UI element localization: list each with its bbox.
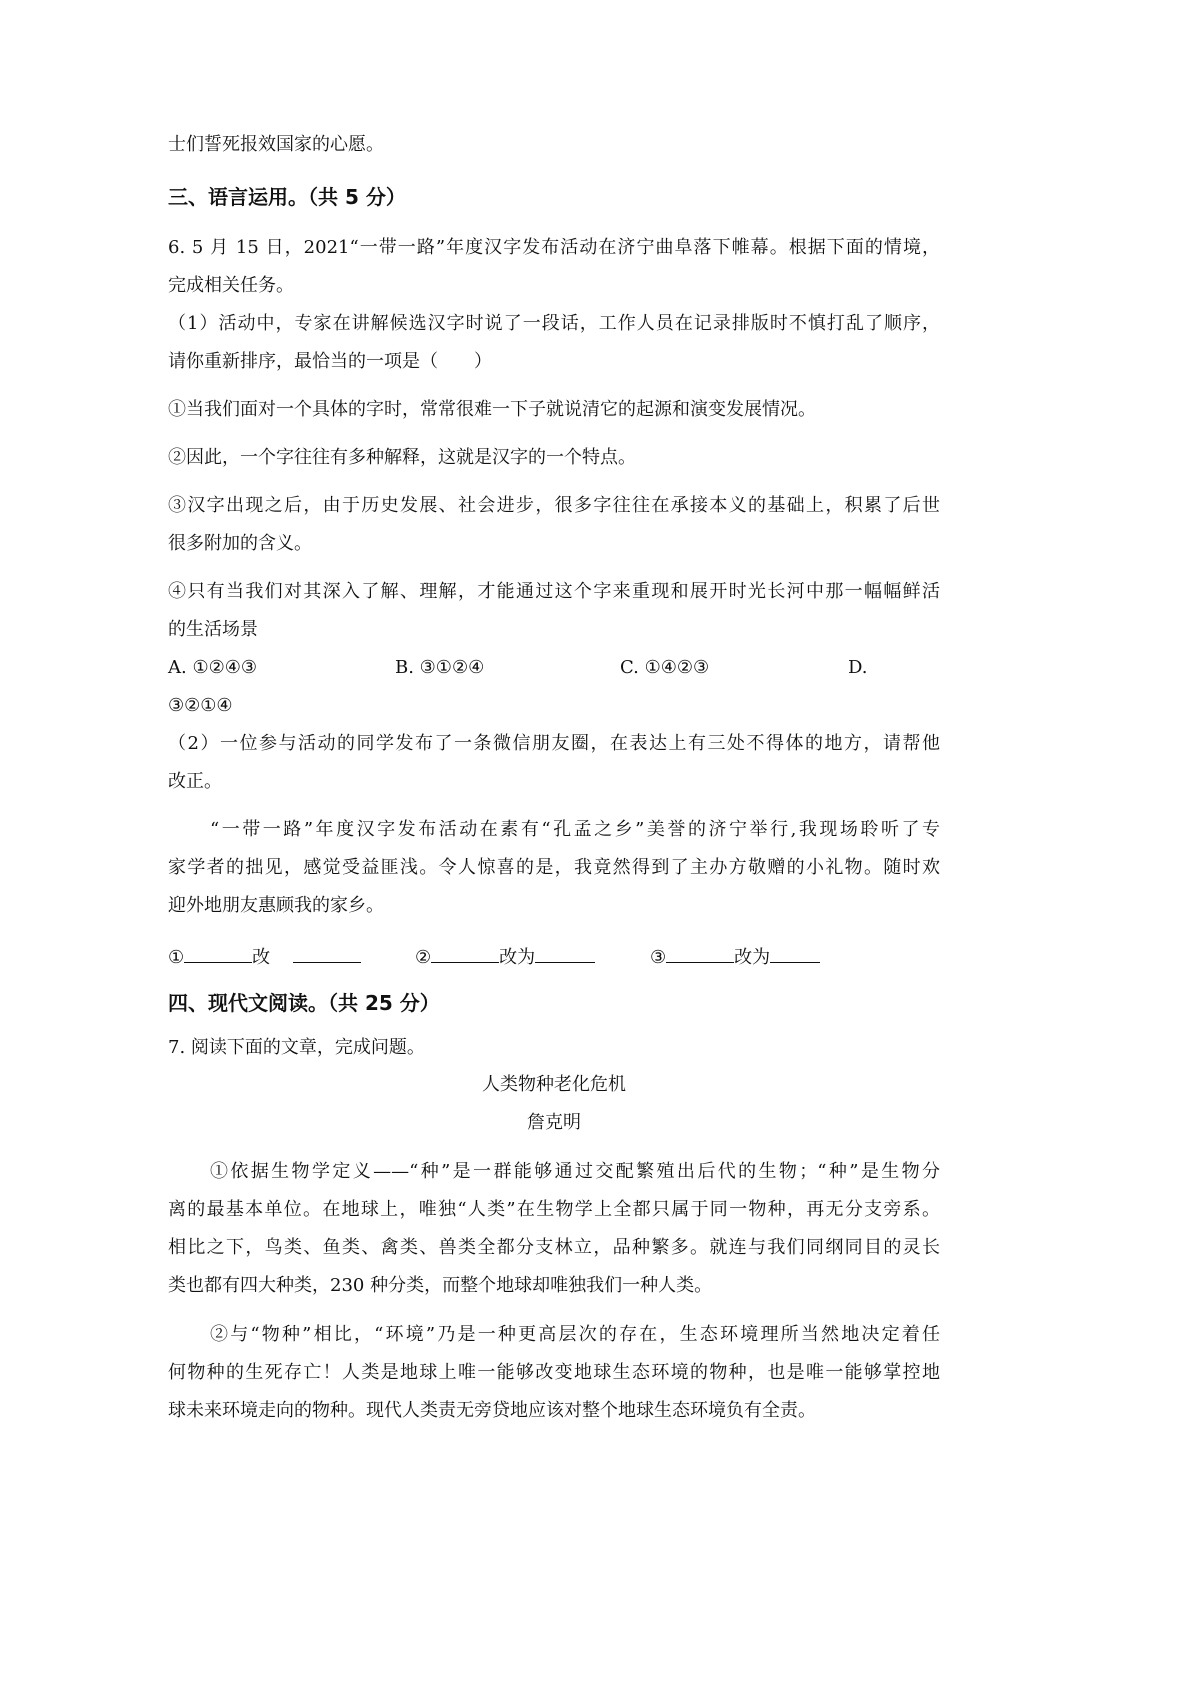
blank-3-mid: 改为 [734, 947, 771, 968]
blank-1-from[interactable] [184, 944, 252, 963]
sentence-4: 的生活场景 [168, 619, 258, 640]
subquestion-1-text: （1）活动中，专家在讲解候选汉字时说了一段话，工作人员在记录排版时不慎打乱了顺序， [168, 313, 940, 334]
text-line: 士们誓死报效国家的心愿。 [168, 134, 384, 155]
option-d: D. [848, 657, 868, 678]
sentence-3: ③汉字出现之后，由于历史发展、社会进步，很多字往往在承接本义的基础上，积累了后世 [168, 495, 940, 516]
blank-3-to[interactable] [770, 944, 820, 963]
article-paragraph-2: 何物种的生死存亡！人类是地球上唯一能够改变地球生态环境的物种，也是唯一能够掌控地 [168, 1362, 940, 1383]
article-paragraph-1: 离的最基本单位。在地球上，唯独“人类”在生物学上全都只属于同一物种，再无分支旁系。 [168, 1199, 940, 1220]
article-paragraph-2: 球未来环境走向的物种。现代人类责无旁贷地应该对整个地球生态环境负有全责。 [168, 1400, 816, 1421]
blank-1-to[interactable] [293, 944, 361, 963]
wechat-post-text: “一带一路”年度汉字发布活动在素有“孔孟之乡”美誉的济宁举行,我现场聆听了专 [210, 819, 940, 840]
sentence-3: 很多附加的含义。 [168, 533, 312, 554]
article-paragraph-1: ①依据生物学定义——“种”是一群能够通过交配繁殖出后代的生物；“种”是生物分 [210, 1161, 940, 1182]
option-d-value: ③②①④ [168, 695, 233, 716]
sentence-2: ②因此，一个字往往有多种解释，这就是汉字的一个特点。 [168, 447, 636, 468]
option-b: B. ③①②④ [395, 657, 485, 678]
question-7-text: 7. 阅读下面的文章，完成问题。 [168, 1037, 425, 1058]
answer-blank-1[interactable] [168, 944, 361, 970]
blank-2-to[interactable] [535, 944, 595, 963]
subquestion-1-text: 请你重新排序，最恰当的一项是（ ） [168, 351, 492, 372]
blank-3-label: ③ [650, 947, 667, 968]
article-paragraph-2: ②与“物种”相比，“环境”乃是一种更高层次的存在，生态环境理所当然地决定着任 [210, 1324, 940, 1345]
option-c: C. ①④②③ [620, 657, 710, 678]
article-title: 人类物种老化危机 [482, 1074, 626, 1095]
blank-2-from[interactable] [431, 944, 499, 963]
blank-3-from[interactable] [666, 944, 734, 963]
blank-2-label: ② [415, 947, 432, 968]
subquestion-2-text: 改正。 [168, 771, 222, 792]
section-heading-4: 四、现代文阅读。（共 25 分） [168, 991, 440, 1015]
article-paragraph-1: 相比之下，鸟类、鱼类、禽类、兽类全都分支林立，品种繁多。就连与我们同纲同目的灵长 [168, 1237, 940, 1258]
answer-blank-3[interactable] [650, 944, 820, 970]
sentence-1: ①当我们面对一个具体的字时，常常很难一下子就说清它的起源和演变发展情况。 [168, 399, 816, 420]
blank-1-mid: 改 [252, 947, 271, 968]
article-paragraph-1: 类也都有四大种类，230 种分类，而整个地球却唯独我们一种人类。 [168, 1275, 713, 1296]
subquestion-2-text: （2）一位参与活动的同学发布了一条微信朋友圈，在表达上有三处不得体的地方，请帮他 [168, 733, 940, 754]
wechat-post-text: 家学者的拙见，感觉受益匪浅。令人惊喜的是，我竟然得到了主办方敬赠的小礼物。随时欢 [168, 857, 940, 878]
blank-1-label: ① [168, 947, 185, 968]
section-heading-3: 三、语言运用。（共 5 分） [168, 185, 406, 209]
option-a: A. ①②④③ [168, 657, 257, 678]
question-6-text: 完成相关任务。 [168, 275, 294, 296]
blank-2-mid: 改为 [499, 947, 536, 968]
question-6-text: 6. 5 月 15 日，2021“一带一路”年度汉字发布活动在济宁曲阜落下帷幕。根据下面的情境， [168, 237, 940, 258]
wechat-post-text: 迎外地朋友惠顾我的家乡。 [168, 895, 384, 916]
sentence-4: ④只有当我们对其深入了解、理解，才能通过这个字来重现和展开时光长河中那一幅幅鲜活 [168, 581, 940, 602]
article-author: 詹克明 [527, 1112, 581, 1133]
answer-blank-2[interactable] [415, 944, 595, 970]
